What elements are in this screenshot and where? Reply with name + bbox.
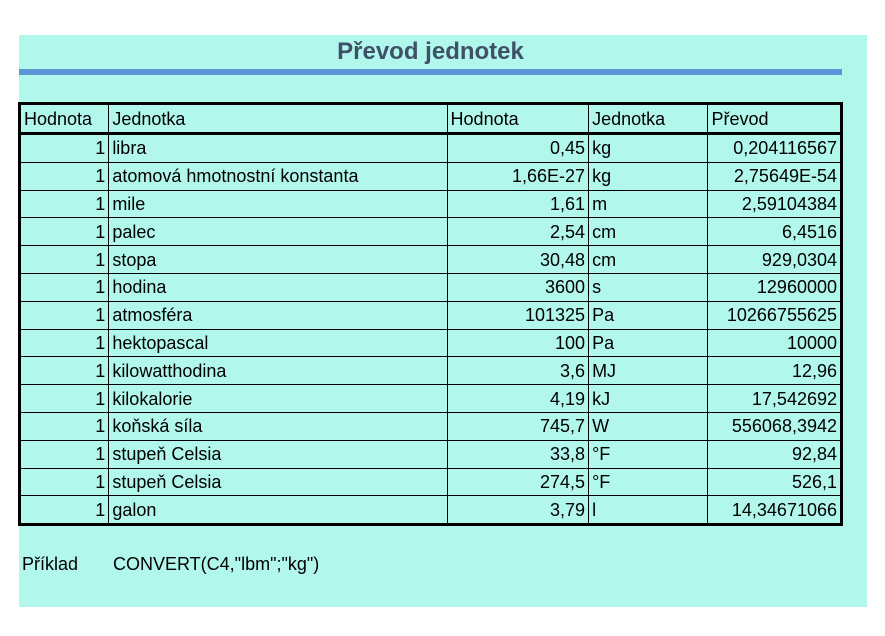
cell-unit: stupeň Celsia (109, 468, 447, 496)
cell-result: 2,75649E-54 (708, 162, 842, 190)
cell-value: 1 (20, 301, 109, 329)
table-row (20, 273, 842, 301)
cell-target-unit: cm (589, 218, 708, 246)
table-row (20, 190, 842, 218)
cell-value: 1 (20, 273, 109, 301)
example-label: Příklad (22, 554, 79, 574)
cell-result: 12960000 (708, 273, 842, 301)
cell-value: 1 (20, 357, 109, 385)
cell-factor: 3600 (447, 273, 589, 301)
cell-factor: 1,61 (447, 190, 589, 218)
header-factor: Hodnota (447, 104, 589, 134)
cell-factor: 101325 (447, 301, 589, 329)
cell-unit: atomová hmotnostní konstanta (109, 162, 447, 190)
table-row (20, 301, 842, 329)
cell-factor: 100 (447, 329, 589, 357)
cell-factor: 33,8 (447, 440, 589, 468)
table-row (20, 440, 842, 468)
table-row (20, 329, 842, 357)
cell-target-unit: °F (589, 440, 708, 468)
cell-factor: 0,45 (447, 134, 589, 163)
cell-unit: kilokalorie (109, 385, 447, 413)
header-value: Hodnota (20, 104, 109, 134)
cell-result: 929,0304 (708, 246, 842, 274)
page-title: Převod jednotek (337, 38, 524, 65)
cell-factor: 3,6 (447, 357, 589, 385)
cell-result: 17,542692 (708, 385, 842, 413)
cell-target-unit: l (589, 496, 708, 525)
cell-unit: hektopascal (109, 329, 447, 357)
cell-result: 10000 (708, 329, 842, 357)
cell-factor: 274,5 (447, 468, 589, 496)
cell-value: 1 (20, 385, 109, 413)
cell-target-unit: cm (589, 246, 708, 274)
cell-target-unit: Pa (589, 329, 708, 357)
cell-value: 1 (20, 412, 109, 440)
table-row (20, 357, 842, 385)
cell-factor: 30,48 (447, 246, 589, 274)
cell-result: 92,84 (708, 440, 842, 468)
cell-value: 1 (20, 246, 109, 274)
cell-target-unit: kg (589, 134, 708, 163)
cell-unit: atmosféra (109, 301, 447, 329)
cell-value: 1 (20, 468, 109, 496)
cell-value: 1 (20, 496, 109, 525)
cell-value: 1 (20, 329, 109, 357)
cell-result: 526,1 (708, 468, 842, 496)
cell-target-unit: °F (589, 468, 708, 496)
table-row (20, 246, 842, 274)
cell-result: 6,4516 (708, 218, 842, 246)
spreadsheet-area (19, 35, 867, 607)
conversion-table (18, 102, 843, 526)
cell-factor: 745,7 (447, 412, 589, 440)
cell-target-unit: Pa (589, 301, 708, 329)
cell-target-unit: kg (589, 162, 708, 190)
cell-unit: koňská síla (109, 412, 447, 440)
cell-value: 1 (20, 218, 109, 246)
cell-unit: kilowatthodina (109, 357, 447, 385)
cell-target-unit: s (589, 273, 708, 301)
cell-factor: 3,79 (447, 496, 589, 525)
cell-value: 1 (20, 134, 109, 163)
example-formula: CONVERT(C4,"lbm";"kg") (113, 554, 320, 574)
cell-result: 14,34671066 (708, 496, 842, 525)
header-unit: Jednotka (109, 104, 447, 134)
table-row (20, 218, 842, 246)
cell-value: 1 (20, 440, 109, 468)
cell-unit: stupeň Celsia (109, 440, 447, 468)
table-row (20, 134, 842, 163)
cell-result: 0,204116567 (708, 134, 842, 163)
cell-value: 1 (20, 162, 109, 190)
cell-unit: mile (109, 190, 447, 218)
cell-result: 2,59104384 (708, 190, 842, 218)
cell-unit: stopa (109, 246, 447, 274)
header-row (20, 104, 842, 134)
title-underline (19, 69, 842, 75)
cell-target-unit: W (589, 412, 708, 440)
cell-unit: hodina (109, 273, 447, 301)
cell-value: 1 (20, 190, 109, 218)
cell-result: 10266755625 (708, 301, 842, 329)
cell-result: 556068,3942 (708, 412, 842, 440)
table-body (20, 134, 842, 525)
table-row (20, 385, 842, 413)
cell-factor: 1,66E-27 (447, 162, 589, 190)
cell-unit: galon (109, 496, 447, 525)
table-row (20, 468, 842, 496)
header-target-unit: Jednotka (589, 104, 708, 134)
table-row (20, 496, 842, 525)
header-result: Převod (708, 104, 842, 134)
cell-unit: libra (109, 134, 447, 163)
cell-factor: 4,19 (447, 385, 589, 413)
cell-factor: 2,54 (447, 218, 589, 246)
table-row (20, 162, 842, 190)
table-row (20, 412, 842, 440)
cell-target-unit: kJ (589, 385, 708, 413)
cell-target-unit: m (589, 190, 708, 218)
cell-result: 12,96 (708, 357, 842, 385)
cell-unit: palec (109, 218, 447, 246)
cell-target-unit: MJ (589, 357, 708, 385)
